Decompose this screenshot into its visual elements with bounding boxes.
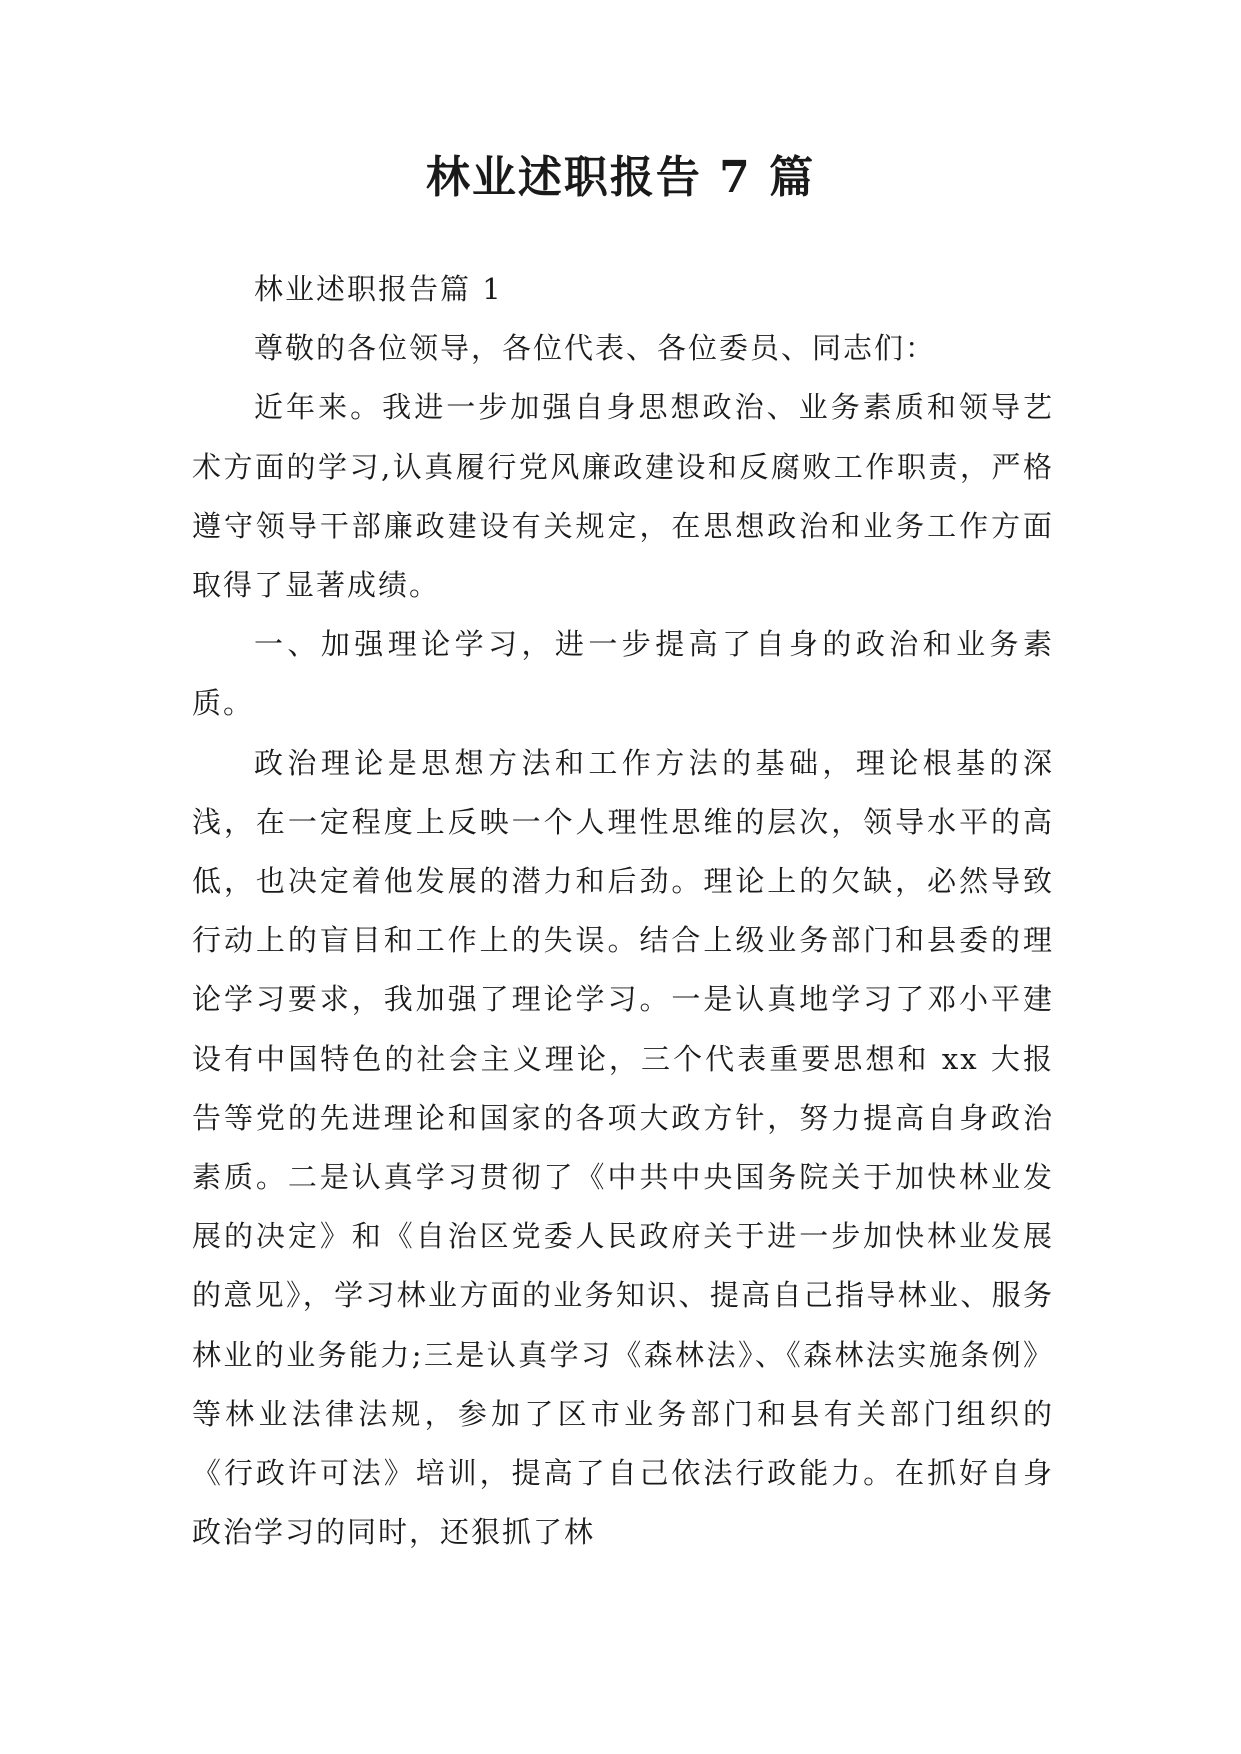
paragraph: 政治理论是思想方法和工作方法的基础，理论根基的深浅，在一定程度上反映一个人理性思维的层次，领导水平的高低，也决定着他发展的潜力和后劲。理论上的欠缺，必然导致行动上的盲目和工作上的失误。结合上级业务部门和县委的理论学习要求，我加强了理论学习。一是认真地学习了邓小平建设有中国特色的社会主义理论，三个代表重要思想和 xx 大报告等党的先进理论和国家的各项大政方针，努力提高自身政治素质。二是认真学习贯彻了《中共中央国务院关于加快林业发展的决定》和《自治区党委人民政府关于进一步加快林业发展的意见》，学习林业方面的业务知识、提高自己指导林业、服务林业的业务能力;三是认真学习《森林法》、《森林法实施条例》等林业法律法规，参加了区市业务部门和县有关部门组织的《行政许可法》培训，提高了自己依法行政能力。在抓好自身政治学习的同时，还狠抓了林	[192, 745, 1054, 1550]
document-body	[192, 260, 1054, 1562]
salutation: 尊敬的各位领导，各位代表、各位委员、同志们：	[254, 331, 937, 366]
section-heading: 林业述职报告篇 1	[254, 272, 503, 306]
subheading: 一、加强理论学习，进一步提高了自身的政治和业务素质。	[192, 627, 1054, 721]
document-title: 林业述职报告 7 篇	[425, 152, 816, 203]
paragraph: 近年来。我进一步加强自身思想政治、业务素质和领导艺术方面的学习,认真履行党风廉政建设和反腐败工作职责，严格遵守领导干部廉政建设有关规定，在思想政治和业务工作方面取得了显著成绩。	[192, 390, 1054, 603]
